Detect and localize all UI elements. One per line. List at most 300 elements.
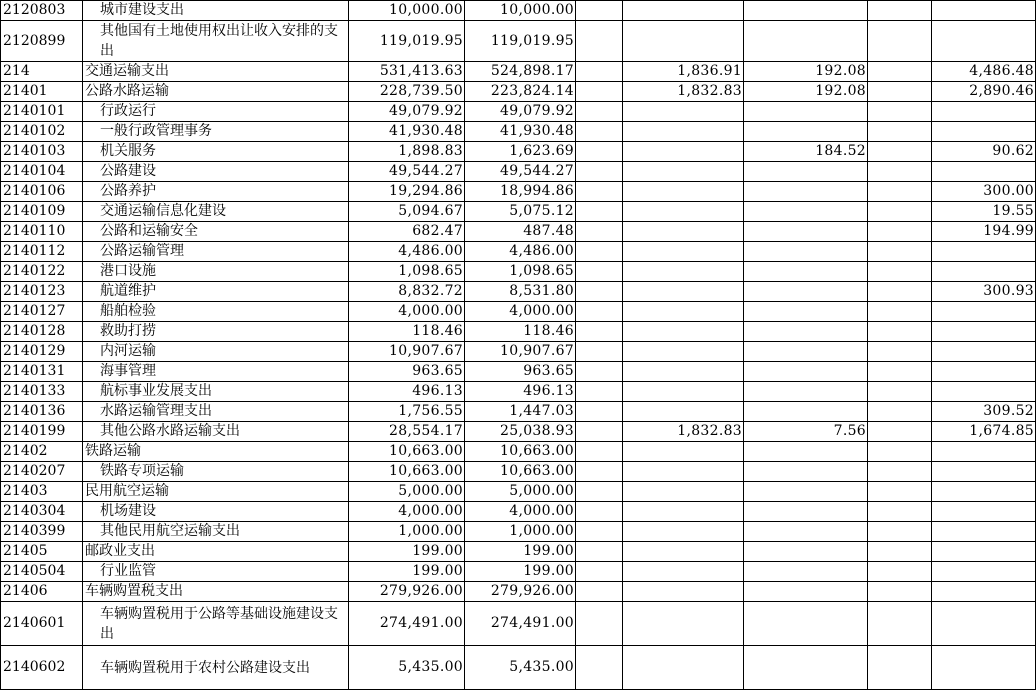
table-row: [1, 302, 1036, 322]
fiscal-allocation-cell: 199.00: [465, 542, 576, 562]
empty-cell: [576, 202, 623, 222]
carryover-cell: [932, 122, 1036, 142]
table-row: [1, 162, 1036, 182]
fiscal-allocation-cell: 1,447.03: [465, 402, 576, 422]
subject-code-cell: 21401: [1, 82, 83, 102]
total-amount-cell: 1,098.65: [349, 262, 465, 282]
special-fund-cell: [623, 462, 744, 482]
empty-cell: [868, 102, 932, 122]
other-income-cell: [744, 342, 868, 362]
other-income-cell: [744, 102, 868, 122]
table-row: [1, 182, 1036, 202]
empty-cell: [576, 646, 623, 690]
subject-code-cell: 2140123: [1, 282, 83, 302]
other-income-cell: [744, 382, 868, 402]
special-fund-cell: 1,832.83: [623, 422, 744, 442]
empty-cell: [576, 82, 623, 102]
fiscal-allocation-cell: 5,000.00: [465, 482, 576, 502]
carryover-cell: 2,890.46: [932, 82, 1036, 102]
total-amount-cell: 10,000.00: [349, 1, 465, 21]
carryover-cell: 300.00: [932, 182, 1036, 202]
subject-name-cell: 其他国有土地使用权出让收入安排的支出: [83, 21, 349, 62]
empty-cell: [868, 342, 932, 362]
empty-cell: [868, 302, 932, 322]
special-fund-cell: [623, 322, 744, 342]
table-row: [1, 21, 1036, 62]
other-income-cell: [744, 542, 868, 562]
subject-code-cell: 2140101: [1, 102, 83, 122]
special-fund-cell: [623, 202, 744, 222]
total-amount-cell: 28,554.17: [349, 422, 465, 442]
carryover-cell: 90.62: [932, 142, 1036, 162]
fiscal-allocation-cell: 10,907.67: [465, 342, 576, 362]
empty-cell: [868, 182, 932, 202]
empty-cell: [576, 442, 623, 462]
other-income-cell: 7.56: [744, 422, 868, 442]
total-amount-cell: 682.47: [349, 222, 465, 242]
subject-name-cell: 铁路专项运输: [83, 462, 349, 482]
special-fund-cell: [623, 562, 744, 582]
table-row: [1, 402, 1036, 422]
fiscal-allocation-cell: 199.00: [465, 562, 576, 582]
empty-cell: [576, 602, 623, 646]
carryover-cell: [932, 262, 1036, 282]
subject-code-cell: 2120899: [1, 21, 83, 62]
empty-cell: [868, 582, 932, 602]
empty-cell: [576, 562, 623, 582]
table-row: [1, 222, 1036, 242]
other-income-cell: [744, 1, 868, 21]
table-row: [1, 502, 1036, 522]
special-fund-cell: [623, 122, 744, 142]
carryover-cell: [932, 542, 1036, 562]
subject-name-cell: 车辆购置税支出: [83, 582, 349, 602]
total-amount-cell: 4,486.00: [349, 242, 465, 262]
table-row: [1, 142, 1036, 162]
table-row: [1, 322, 1036, 342]
table-row: [1, 342, 1036, 362]
carryover-cell: 1,674.85: [932, 422, 1036, 442]
empty-cell: [868, 122, 932, 142]
table-row: [1, 242, 1036, 262]
empty-cell: [868, 1, 932, 21]
subject-code-cell: 2140109: [1, 202, 83, 222]
empty-cell: [576, 282, 623, 302]
subject-name-cell: 交通运输支出: [83, 62, 349, 82]
carryover-cell: [932, 322, 1036, 342]
subject-name-cell: 行政运行: [83, 102, 349, 122]
other-income-cell: [744, 646, 868, 690]
subject-name-cell: 公路和运输安全: [83, 222, 349, 242]
empty-cell: [868, 522, 932, 542]
other-income-cell: [744, 21, 868, 62]
empty-cell: [868, 462, 932, 482]
other-income-cell: [744, 122, 868, 142]
total-amount-cell: 118.46: [349, 322, 465, 342]
fiscal-allocation-cell: 10,000.00: [465, 1, 576, 21]
carryover-cell: [932, 382, 1036, 402]
special-fund-cell: [623, 442, 744, 462]
carryover-cell: [932, 162, 1036, 182]
empty-cell: [868, 202, 932, 222]
total-amount-cell: 496.13: [349, 382, 465, 402]
subject-name-cell: 内河运输: [83, 342, 349, 362]
empty-cell: [868, 62, 932, 82]
other-income-cell: 184.52: [744, 142, 868, 162]
other-income-cell: 192.08: [744, 82, 868, 102]
subject-name-cell: 行业监管: [83, 562, 349, 582]
total-amount-cell: 199.00: [349, 542, 465, 562]
carryover-cell: [932, 462, 1036, 482]
other-income-cell: [744, 282, 868, 302]
empty-cell: [576, 122, 623, 142]
table-row: [1, 82, 1036, 102]
total-amount-cell: 1,000.00: [349, 522, 465, 542]
fiscal-allocation-cell: 4,000.00: [465, 502, 576, 522]
special-fund-cell: [623, 302, 744, 322]
empty-cell: [576, 262, 623, 282]
fiscal-allocation-cell: 49,079.92: [465, 102, 576, 122]
subject-code-cell: 2140207: [1, 462, 83, 482]
subject-code-cell: 2140112: [1, 242, 83, 262]
other-income-cell: 192.08: [744, 62, 868, 82]
total-amount-cell: 1,898.83: [349, 142, 465, 162]
total-amount-cell: 4,000.00: [349, 502, 465, 522]
subject-name-cell: 船舶检验: [83, 302, 349, 322]
empty-cell: [868, 142, 932, 162]
empty-cell: [576, 21, 623, 62]
subject-name-cell: 海事管理: [83, 362, 349, 382]
table-body: [1, 1, 1036, 690]
subject-name-cell: 救助打捞: [83, 322, 349, 342]
subject-code-cell: 2140128: [1, 322, 83, 342]
subject-code-cell: 2140103: [1, 142, 83, 162]
carryover-cell: 19.55: [932, 202, 1036, 222]
empty-cell: [576, 182, 623, 202]
other-income-cell: [744, 462, 868, 482]
subject-code-cell: 2140199: [1, 422, 83, 442]
total-amount-cell: 963.65: [349, 362, 465, 382]
empty-cell: [576, 382, 623, 402]
other-income-cell: [744, 562, 868, 582]
subject-name-cell: 交通运输信息化建设: [83, 202, 349, 222]
fiscal-allocation-cell: 279,926.00: [465, 582, 576, 602]
empty-cell: [868, 162, 932, 182]
subject-name-cell: 机关服务: [83, 142, 349, 162]
other-income-cell: [744, 262, 868, 282]
carryover-cell: 4,486.48: [932, 62, 1036, 82]
empty-cell: [576, 1, 623, 21]
empty-cell: [868, 502, 932, 522]
other-income-cell: [744, 442, 868, 462]
fiscal-allocation-cell: 119,019.95: [465, 21, 576, 62]
total-amount-cell: 41,930.48: [349, 122, 465, 142]
empty-cell: [868, 262, 932, 282]
subject-name-cell: 其他民用航空运输支出: [83, 522, 349, 542]
total-amount-cell: 10,663.00: [349, 442, 465, 462]
special-fund-cell: [623, 542, 744, 562]
empty-cell: [868, 542, 932, 562]
carryover-cell: [932, 1, 1036, 21]
fiscal-allocation-cell: 49,544.27: [465, 162, 576, 182]
total-amount-cell: 228,739.50: [349, 82, 465, 102]
total-amount-cell: 19,294.86: [349, 182, 465, 202]
table-row: [1, 362, 1036, 382]
subject-code-cell: 2140104: [1, 162, 83, 182]
subject-name-cell: 航标事业发展支出: [83, 382, 349, 402]
subject-code-cell: 2140110: [1, 222, 83, 242]
other-income-cell: [744, 322, 868, 342]
special-fund-cell: [623, 162, 744, 182]
fiscal-allocation-cell: 8,531.80: [465, 282, 576, 302]
table-row: [1, 382, 1036, 402]
empty-cell: [868, 242, 932, 262]
total-amount-cell: 279,926.00: [349, 582, 465, 602]
table-row: [1, 202, 1036, 222]
table-row: [1, 542, 1036, 562]
fiscal-allocation-cell: 25,038.93: [465, 422, 576, 442]
fiscal-allocation-cell: 274,491.00: [465, 602, 576, 646]
table-row: [1, 646, 1036, 690]
subject-name-cell: 公路运输管理: [83, 242, 349, 262]
other-income-cell: [744, 222, 868, 242]
total-amount-cell: 1,756.55: [349, 402, 465, 422]
other-income-cell: [744, 362, 868, 382]
empty-cell: [868, 362, 932, 382]
table-row: [1, 422, 1036, 442]
subject-name-cell: 邮政业支出: [83, 542, 349, 562]
empty-cell: [576, 342, 623, 362]
total-amount-cell: 199.00: [349, 562, 465, 582]
other-income-cell: [744, 182, 868, 202]
empty-cell: [576, 362, 623, 382]
empty-cell: [576, 542, 623, 562]
special-fund-cell: [623, 282, 744, 302]
fiscal-allocation-cell: 1,623.69: [465, 142, 576, 162]
subject-code-cell: 2140136: [1, 402, 83, 422]
table-row: [1, 582, 1036, 602]
total-amount-cell: 5,000.00: [349, 482, 465, 502]
fiscal-allocation-cell: 487.48: [465, 222, 576, 242]
table-row: [1, 262, 1036, 282]
carryover-cell: [932, 342, 1036, 362]
empty-cell: [576, 422, 623, 442]
subject-code-cell: 2140304: [1, 502, 83, 522]
carryover-cell: 300.93: [932, 282, 1036, 302]
subject-name-cell: 公路养护: [83, 182, 349, 202]
subject-name-cell: 铁路运输: [83, 442, 349, 462]
carryover-cell: [932, 482, 1036, 502]
subject-code-cell: 2140106: [1, 182, 83, 202]
empty-cell: [576, 402, 623, 422]
carryover-cell: [932, 302, 1036, 322]
fiscal-allocation-cell: 1,000.00: [465, 522, 576, 542]
special-fund-cell: [623, 222, 744, 242]
table-row: [1, 462, 1036, 482]
special-fund-cell: [623, 582, 744, 602]
subject-name-cell: 港口设施: [83, 262, 349, 282]
special-fund-cell: [623, 242, 744, 262]
total-amount-cell: 49,544.27: [349, 162, 465, 182]
subject-code-cell: 2140504: [1, 562, 83, 582]
subject-code-cell: 2140131: [1, 362, 83, 382]
special-fund-cell: [623, 142, 744, 162]
fiscal-allocation-cell: 5,075.12: [465, 202, 576, 222]
total-amount-cell: 5,094.67: [349, 202, 465, 222]
total-amount-cell: 274,491.00: [349, 602, 465, 646]
fiscal-allocation-cell: 41,930.48: [465, 122, 576, 142]
empty-cell: [576, 162, 623, 182]
other-income-cell: [744, 502, 868, 522]
empty-cell: [576, 502, 623, 522]
special-fund-cell: [623, 262, 744, 282]
fiscal-allocation-cell: 10,663.00: [465, 462, 576, 482]
carryover-cell: [932, 562, 1036, 582]
carryover-cell: [932, 646, 1036, 690]
special-fund-cell: [623, 342, 744, 362]
carryover-cell: [932, 102, 1036, 122]
fiscal-allocation-cell: 496.13: [465, 382, 576, 402]
subject-code-cell: 2140129: [1, 342, 83, 362]
subject-code-cell: 21406: [1, 582, 83, 602]
carryover-cell: [932, 21, 1036, 62]
special-fund-cell: 1,832.83: [623, 82, 744, 102]
total-amount-cell: 49,079.92: [349, 102, 465, 122]
fiscal-allocation-cell: 963.65: [465, 362, 576, 382]
fiscal-allocation-cell: 524,898.17: [465, 62, 576, 82]
fiscal-allocation-cell: 4,486.00: [465, 242, 576, 262]
special-fund-cell: [623, 602, 744, 646]
subject-name-cell: 机场建设: [83, 502, 349, 522]
total-amount-cell: 10,663.00: [349, 462, 465, 482]
subject-name-cell: 车辆购置税用于公路等基础设施建设支出: [83, 602, 349, 646]
fiscal-allocation-cell: 118.46: [465, 322, 576, 342]
table-row: [1, 442, 1036, 462]
special-fund-cell: [623, 522, 744, 542]
empty-cell: [576, 522, 623, 542]
empty-cell: [868, 422, 932, 442]
special-fund-cell: [623, 21, 744, 62]
empty-cell: [576, 462, 623, 482]
total-amount-cell: 531,413.63: [349, 62, 465, 82]
other-income-cell: [744, 482, 868, 502]
subject-code-cell: 2140127: [1, 302, 83, 322]
empty-cell: [576, 482, 623, 502]
special-fund-cell: [623, 182, 744, 202]
other-income-cell: [744, 582, 868, 602]
table-row: [1, 62, 1036, 82]
fiscal-allocation-cell: 4,000.00: [465, 302, 576, 322]
subject-name-cell: 公路建设: [83, 162, 349, 182]
empty-cell: [868, 402, 932, 422]
fiscal-allocation-cell: 1,098.65: [465, 262, 576, 282]
fiscal-allocation-cell: 5,435.00: [465, 646, 576, 690]
special-fund-cell: [623, 502, 744, 522]
subject-code-cell: 2140102: [1, 122, 83, 142]
subject-name-cell: 航道维护: [83, 282, 349, 302]
subject-code-cell: 2140399: [1, 522, 83, 542]
table-row: [1, 1, 1036, 21]
fiscal-allocation-cell: 18,994.86: [465, 182, 576, 202]
special-fund-cell: [623, 362, 744, 382]
other-income-cell: [744, 242, 868, 262]
special-fund-cell: [623, 646, 744, 690]
empty-cell: [868, 282, 932, 302]
subject-code-cell: 21402: [1, 442, 83, 462]
other-income-cell: [744, 602, 868, 646]
empty-cell: [868, 562, 932, 582]
empty-cell: [576, 142, 623, 162]
carryover-cell: [932, 362, 1036, 382]
empty-cell: [868, 602, 932, 646]
special-fund-cell: [623, 102, 744, 122]
carryover-cell: [932, 442, 1036, 462]
carryover-cell: [932, 602, 1036, 646]
other-income-cell: [744, 402, 868, 422]
subject-code-cell: 2140133: [1, 382, 83, 402]
subject-name-cell: 民用航空运输: [83, 482, 349, 502]
fiscal-allocation-cell: 223,824.14: [465, 82, 576, 102]
empty-cell: [576, 302, 623, 322]
fiscal-allocation-cell: 10,663.00: [465, 442, 576, 462]
empty-cell: [868, 382, 932, 402]
total-amount-cell: 5,435.00: [349, 646, 465, 690]
other-income-cell: [744, 522, 868, 542]
special-fund-cell: [623, 402, 744, 422]
subject-name-cell: 水路运输管理支出: [83, 402, 349, 422]
special-fund-cell: 1,836.91: [623, 62, 744, 82]
other-income-cell: [744, 302, 868, 322]
subject-name-cell: 城市建设支出: [83, 1, 349, 21]
total-amount-cell: 119,019.95: [349, 21, 465, 62]
empty-cell: [576, 582, 623, 602]
table-row: [1, 562, 1036, 582]
empty-cell: [868, 21, 932, 62]
empty-cell: [868, 442, 932, 462]
subject-code-cell: 2140601: [1, 602, 83, 646]
carryover-cell: 194.99: [932, 222, 1036, 242]
subject-code-cell: 214: [1, 62, 83, 82]
carryover-cell: [932, 582, 1036, 602]
subject-name-cell: 车辆购置税用于农村公路建设支出: [83, 646, 349, 690]
total-amount-cell: 8,832.72: [349, 282, 465, 302]
carryover-cell: [932, 522, 1036, 542]
empty-cell: [576, 242, 623, 262]
subject-code-cell: 2140602: [1, 646, 83, 690]
carryover-cell: [932, 502, 1036, 522]
carryover-cell: 309.52: [932, 402, 1036, 422]
table-row: [1, 482, 1036, 502]
empty-cell: [576, 322, 623, 342]
empty-cell: [868, 322, 932, 342]
other-income-cell: [744, 202, 868, 222]
table-row: [1, 102, 1036, 122]
subject-code-cell: 21405: [1, 542, 83, 562]
table-row: [1, 522, 1036, 542]
empty-cell: [868, 482, 932, 502]
subject-name-cell: 公路水路运输: [83, 82, 349, 102]
subject-code-cell: 21403: [1, 482, 83, 502]
empty-cell: [576, 62, 623, 82]
special-fund-cell: [623, 382, 744, 402]
table-row: [1, 282, 1036, 302]
subject-code-cell: 2140122: [1, 262, 83, 282]
subject-name-cell: 一般行政管理事务: [83, 122, 349, 142]
total-amount-cell: 4,000.00: [349, 302, 465, 322]
table-row: [1, 122, 1036, 142]
empty-cell: [868, 222, 932, 242]
subject-name-cell: 其他公路水路运输支出: [83, 422, 349, 442]
